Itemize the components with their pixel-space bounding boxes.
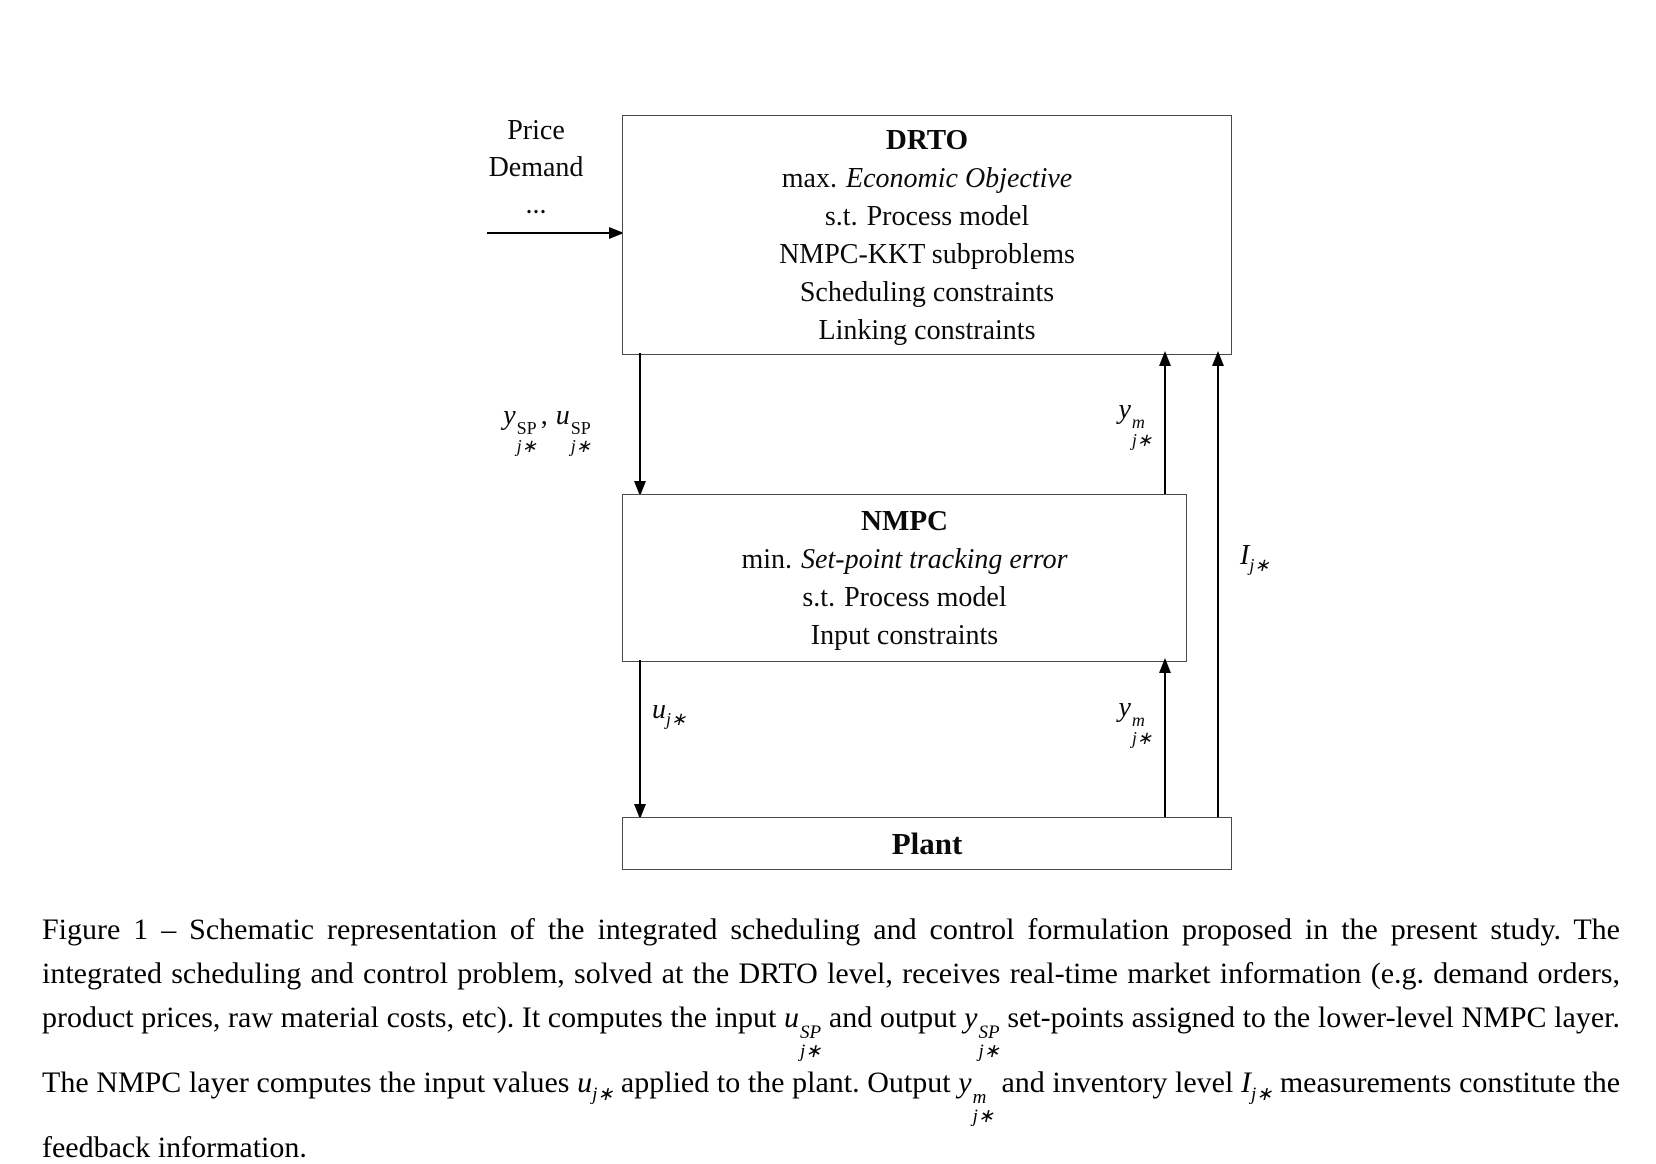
nmpc-constraint-line: Input constraints bbox=[810, 620, 999, 651]
market-input-labels bbox=[460, 112, 612, 223]
ellipsis-label: ... bbox=[525, 189, 547, 220]
nmpc-title: NMPC bbox=[861, 505, 948, 537]
figure-caption: Figure 1 – Schematic representation of the integrated scheduling and control formulation proposed in the present study. The integrated scheduling and control problem, solved at the DRTO level, receives real-time market information (e.g. demand orders, product prices, raw material costs, etc). It computes the input u SP j∗ and output y SP j∗ set-points assigned to the lower-level NMPC layer. The NMPC layer computes the input values $u_{j∗}$ applied to the plant. Output y m j∗ and inventory level $I_{j∗}$ measurements constitute the feedback information. bbox=[42, 913, 1621, 1164]
input-label: $u_{j∗}$ bbox=[652, 694, 687, 729]
measured-output-label-upper: y m j∗ bbox=[1118, 394, 1152, 450]
setpoint-arrow bbox=[639, 353, 641, 494]
drto-objective-line: max. Economic Objective bbox=[781, 163, 1073, 194]
inventory-label: $I_{j∗}$ bbox=[1240, 540, 1270, 575]
nmpc-objective-line: min. Set-point tracking error bbox=[741, 544, 1068, 575]
nmpc-constraint-line: s.t. Process model bbox=[802, 582, 1007, 613]
plant-box bbox=[622, 817, 1232, 870]
drto-box bbox=[622, 115, 1232, 355]
drto-constraint-line: Linking constraints bbox=[818, 315, 1036, 346]
arrow-up-icon bbox=[1212, 351, 1224, 366]
plant-title: Plant bbox=[891, 825, 963, 861]
demand-label: Demand bbox=[488, 152, 584, 183]
price-label: Price bbox=[507, 115, 565, 146]
drto-constraint-line: NMPC-KKT subproblems bbox=[779, 239, 1075, 270]
inventory-feedback-arrow bbox=[1217, 353, 1219, 817]
market-input-arrow bbox=[487, 232, 622, 234]
input-arrow bbox=[639, 660, 641, 817]
drto-constraint-line: s.t. Process model bbox=[824, 201, 1030, 232]
measured-output-arrow-upper bbox=[1164, 353, 1166, 494]
arrow-up-icon bbox=[1159, 658, 1171, 673]
setpoint-label: y SP j∗ , u SP j∗ bbox=[503, 400, 591, 456]
drto-title: DRTO bbox=[885, 124, 969, 156]
measured-output-label-lower: y m j∗ bbox=[1118, 692, 1152, 748]
arrow-up-icon bbox=[1159, 351, 1171, 366]
drto-constraint-line: Scheduling constraints bbox=[799, 277, 1055, 308]
measured-output-arrow-lower bbox=[1164, 660, 1166, 817]
nmpc-box bbox=[622, 494, 1187, 662]
